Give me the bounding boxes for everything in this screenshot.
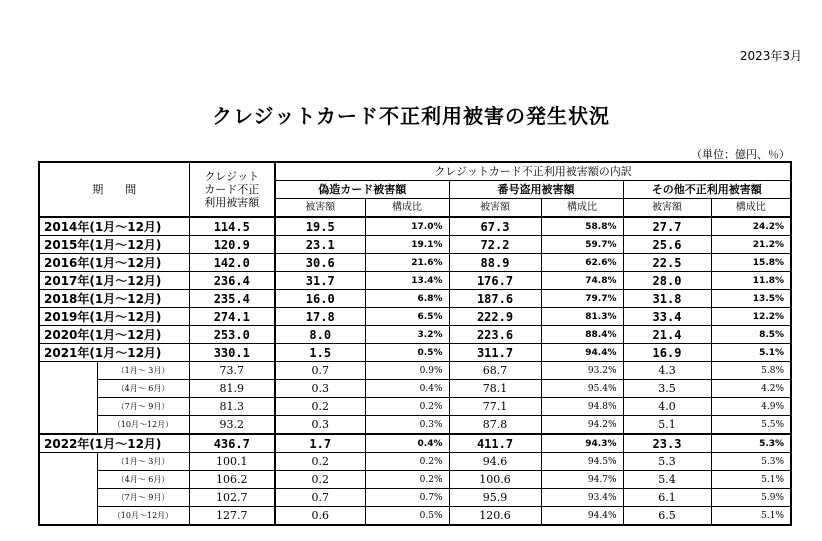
number-theft-ratio-cell: 94.4%: [541, 507, 623, 526]
number-theft-amount-cell: 78.1: [449, 380, 541, 398]
total-cell: 114.5: [189, 217, 275, 236]
total-cell: 127.7: [189, 507, 275, 526]
number-theft-ratio-cell: 79.7%: [541, 290, 623, 308]
counterfeit-amount-cell: 23.1: [275, 236, 365, 254]
sub-ratio-header: 構成比: [711, 199, 791, 218]
counterfeit-ratio-cell: 0.2%: [365, 453, 449, 471]
number-theft-ratio-cell: 59.7%: [541, 236, 623, 254]
total-cell: 100.1: [189, 453, 275, 471]
counterfeit-ratio-cell: 0.3%: [365, 416, 449, 435]
total-header-line2: カード不正: [204, 183, 260, 196]
quarter-period-cell: （1月～ 3月）: [97, 362, 189, 380]
number-theft-amount-cell: 87.8: [449, 416, 541, 435]
period-cell: 2020年(1月～12月): [39, 326, 189, 344]
counterfeit-amount-cell: 0.3: [275, 416, 365, 435]
year-row: [39, 236, 791, 254]
counterfeit-ratio-cell: 0.4%: [365, 434, 449, 453]
other-fraud-ratio-cell: 5.1%: [711, 507, 791, 526]
period-cell: 2014年(1月～12月): [39, 217, 189, 236]
quarter-period-cell: （10月～12月）: [97, 416, 189, 435]
quarter-period-cell: （4月～ 6月）: [97, 380, 189, 398]
total-cell: 81.3: [189, 398, 275, 416]
counterfeit-amount-cell: 1.5: [275, 344, 365, 362]
number-theft-ratio-cell: 93.4%: [541, 489, 623, 507]
indent-cell: [39, 453, 97, 471]
number-theft-header: 番号盗用被害額: [449, 181, 623, 199]
number-theft-amount-cell: 176.7: [449, 272, 541, 290]
counterfeit-ratio-cell: 19.1%: [365, 236, 449, 254]
other-fraud-amount-cell: 25.6: [623, 236, 711, 254]
counterfeit-ratio-cell: 6.5%: [365, 308, 449, 326]
counterfeit-ratio-cell: 17.0%: [365, 217, 449, 236]
other-fraud-ratio-cell: 4.2%: [711, 380, 791, 398]
counterfeit-ratio-cell: 6.8%: [365, 290, 449, 308]
other-fraud-ratio-cell: 11.8%: [711, 272, 791, 290]
counterfeit-amount-cell: 19.5: [275, 217, 365, 236]
year-row: [39, 272, 791, 290]
year-row: [39, 344, 791, 362]
other-fraud-ratio-cell: 5.3%: [711, 453, 791, 471]
other-fraud-ratio-cell: 5.1%: [711, 471, 791, 489]
other-fraud-ratio-cell: 5.1%: [711, 344, 791, 362]
quarter-period-cell: （1月～ 3月）: [97, 453, 189, 471]
other-fraud-ratio-cell: 5.3%: [711, 434, 791, 453]
quarter-row: [39, 398, 791, 416]
quarter-period-cell: （10月～12月）: [97, 507, 189, 526]
number-theft-ratio-cell: 95.4%: [541, 380, 623, 398]
counterfeit-amount-cell: 30.6: [275, 254, 365, 272]
number-theft-ratio-cell: 94.5%: [541, 453, 623, 471]
year-row: [39, 434, 791, 453]
other-fraud-ratio-cell: 24.2%: [711, 217, 791, 236]
counterfeit-amount-cell: 8.0: [275, 326, 365, 344]
year-row: [39, 217, 791, 236]
counterfeit-amount-cell: 0.2: [275, 398, 365, 416]
indent-cell: [39, 398, 97, 416]
total-header-line1: クレジット: [204, 170, 260, 183]
sub-ratio-header: 構成比: [365, 199, 449, 218]
number-theft-amount-cell: 77.1: [449, 398, 541, 416]
number-theft-amount-cell: 88.9: [449, 254, 541, 272]
other-fraud-amount-cell: 27.7: [623, 217, 711, 236]
other-fraud-ratio-cell: 5.8%: [711, 362, 791, 380]
counterfeit-amount-cell: 0.2: [275, 471, 365, 489]
counterfeit-amount-cell: 31.7: [275, 272, 365, 290]
counterfeit-amount-cell: 0.6: [275, 507, 365, 526]
other-fraud-ratio-cell: 4.9%: [711, 398, 791, 416]
period-header: 期 間: [39, 162, 189, 217]
other-fraud-amount-cell: 3.5: [623, 380, 711, 398]
counterfeit-ratio-cell: 21.6%: [365, 254, 449, 272]
year-row: [39, 254, 791, 272]
counterfeit-ratio-cell: 0.9%: [365, 362, 449, 380]
period-cell: 2019年(1月～12月): [39, 308, 189, 326]
year-row: [39, 326, 791, 344]
fraud-damage-table: [38, 161, 792, 526]
other-fraud-amount-cell: 5.4: [623, 471, 711, 489]
number-theft-ratio-cell: 94.7%: [541, 471, 623, 489]
unit-note: （単位：億円、％）: [691, 148, 790, 161]
quarter-row: [39, 489, 791, 507]
counterfeit-amount-cell: 0.7: [275, 362, 365, 380]
period-cell: 2016年(1月～12月): [39, 254, 189, 272]
counterfeit-amount-cell: 0.3: [275, 380, 365, 398]
counterfeit-amount-cell: 0.2: [275, 453, 365, 471]
other-fraud-amount-cell: 6.5: [623, 507, 711, 526]
indent-cell: [39, 507, 97, 526]
quarter-period-cell: （7月～ 9月）: [97, 398, 189, 416]
other-fraud-amount-cell: 6.1: [623, 489, 711, 507]
total-cell: 142.0: [189, 254, 275, 272]
period-cell: 2015年(1月～12月): [39, 236, 189, 254]
number-theft-ratio-cell: 94.3%: [541, 434, 623, 453]
quarter-row: [39, 416, 791, 435]
number-theft-ratio-cell: 93.2%: [541, 362, 623, 380]
number-theft-ratio-cell: 94.8%: [541, 398, 623, 416]
other-fraud-amount-cell: 5.3: [623, 453, 711, 471]
quarter-row: [39, 362, 791, 380]
total-cell: 436.7: [189, 434, 275, 453]
total-cell: 236.4: [189, 272, 275, 290]
total-cell: 73.7: [189, 362, 275, 380]
counterfeit-amount-cell: 17.8: [275, 308, 365, 326]
report-date: 2023年3月: [739, 49, 802, 63]
total-cell: 102.7: [189, 489, 275, 507]
total-header: [189, 162, 275, 217]
counterfeit-amount-cell: 16.0: [275, 290, 365, 308]
number-theft-amount-cell: 311.7: [449, 344, 541, 362]
other-fraud-amount-cell: 16.9: [623, 344, 711, 362]
number-theft-amount-cell: 187.6: [449, 290, 541, 308]
number-theft-ratio-cell: 94.4%: [541, 344, 623, 362]
page-title: クレジットカード不正利用被害の発生状況: [212, 104, 610, 128]
period-cell: 2018年(1月～12月): [39, 290, 189, 308]
other-fraud-amount-cell: 31.8: [623, 290, 711, 308]
total-cell: 253.0: [189, 326, 275, 344]
total-cell: 274.1: [189, 308, 275, 326]
other-fraud-amount-cell: 4.0: [623, 398, 711, 416]
other-fraud-amount-cell: 5.1: [623, 416, 711, 435]
other-fraud-amount-cell: 22.5: [623, 254, 711, 272]
number-theft-amount-cell: 120.6: [449, 507, 541, 526]
total-cell: 120.9: [189, 236, 275, 254]
number-theft-ratio-cell: 94.2%: [541, 416, 623, 435]
other-fraud-ratio-cell: 21.2%: [711, 236, 791, 254]
counterfeit-amount-cell: 0.7: [275, 489, 365, 507]
breakdown-header: クレジットカード不正利用被害額の内訳: [275, 162, 791, 181]
other-fraud-ratio-cell: 15.8%: [711, 254, 791, 272]
indent-cell: [39, 362, 97, 380]
quarter-row: [39, 453, 791, 471]
number-theft-amount-cell: 222.9: [449, 308, 541, 326]
other-fraud-ratio-cell: 5.5%: [711, 416, 791, 435]
sub-amount-header: 被害額: [275, 199, 365, 218]
counterfeit-ratio-cell: 0.7%: [365, 489, 449, 507]
number-theft-ratio-cell: 58.8%: [541, 217, 623, 236]
indent-cell: [39, 416, 97, 435]
quarter-row: [39, 380, 791, 398]
counterfeit-header: 偽造カード被害額: [275, 181, 449, 199]
other-fraud-ratio-cell: 8.5%: [711, 326, 791, 344]
period-cell: 2022年(1月～12月): [39, 434, 189, 453]
number-theft-ratio-cell: 88.4%: [541, 326, 623, 344]
other-fraud-ratio-cell: 13.5%: [711, 290, 791, 308]
counterfeit-ratio-cell: 0.5%: [365, 344, 449, 362]
other-fraud-amount-cell: 28.0: [623, 272, 711, 290]
other-fraud-amount-cell: 23.3: [623, 434, 711, 453]
indent-cell: [39, 489, 97, 507]
other-fraud-header: その他不正利用被害額: [623, 181, 791, 199]
number-theft-ratio-cell: 74.8%: [541, 272, 623, 290]
number-theft-amount-cell: 94.6: [449, 453, 541, 471]
sub-ratio-header: 構成比: [541, 199, 623, 218]
number-theft-ratio-cell: 62.6%: [541, 254, 623, 272]
total-cell: 93.2: [189, 416, 275, 435]
year-row: [39, 290, 791, 308]
number-theft-amount-cell: 67.3: [449, 217, 541, 236]
number-theft-amount-cell: 72.2: [449, 236, 541, 254]
number-theft-amount-cell: 100.6: [449, 471, 541, 489]
year-row: [39, 308, 791, 326]
quarter-period-cell: （4月～ 6月）: [97, 471, 189, 489]
indent-cell: [39, 380, 97, 398]
counterfeit-ratio-cell: 0.5%: [365, 507, 449, 526]
total-cell: 106.2: [189, 471, 275, 489]
quarter-row: [39, 507, 791, 526]
total-header-line3: 利用被害額: [204, 196, 260, 209]
quarter-period-cell: （7月～ 9月）: [97, 489, 189, 507]
total-cell: 330.1: [189, 344, 275, 362]
other-fraud-amount-cell: 21.4: [623, 326, 711, 344]
total-cell: 81.9: [189, 380, 275, 398]
number-theft-amount-cell: 411.7: [449, 434, 541, 453]
other-fraud-amount-cell: 4.3: [623, 362, 711, 380]
total-cell: 235.4: [189, 290, 275, 308]
other-fraud-ratio-cell: 12.2%: [711, 308, 791, 326]
number-theft-amount-cell: 68.7: [449, 362, 541, 380]
counterfeit-ratio-cell: 0.2%: [365, 398, 449, 416]
counterfeit-ratio-cell: 0.2%: [365, 471, 449, 489]
sub-amount-header: 被害額: [623, 199, 711, 218]
number-theft-amount-cell: 223.6: [449, 326, 541, 344]
counterfeit-ratio-cell: 13.4%: [365, 272, 449, 290]
counterfeit-ratio-cell: 0.4%: [365, 380, 449, 398]
period-cell: 2021年(1月～12月): [39, 344, 189, 362]
other-fraud-amount-cell: 33.4: [623, 308, 711, 326]
other-fraud-ratio-cell: 5.9%: [711, 489, 791, 507]
counterfeit-ratio-cell: 3.2%: [365, 326, 449, 344]
number-theft-amount-cell: 95.9: [449, 489, 541, 507]
indent-cell: [39, 471, 97, 489]
period-cell: 2017年(1月～12月): [39, 272, 189, 290]
quarter-row: [39, 471, 791, 489]
number-theft-ratio-cell: 81.3%: [541, 308, 623, 326]
counterfeit-amount-cell: 1.7: [275, 434, 365, 453]
sub-amount-header: 被害額: [449, 199, 541, 218]
